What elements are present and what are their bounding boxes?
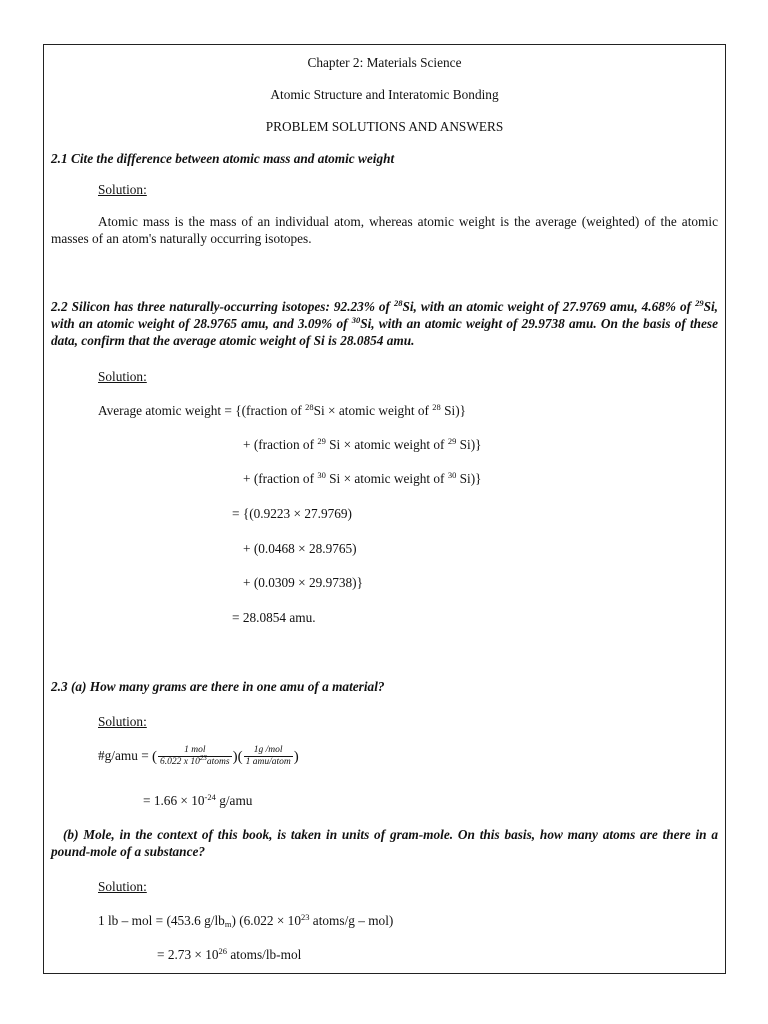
fraction: $\frac{\text{1 mol}}{6.022 x 10^{23}atoms}$ bbox=[160, 745, 230, 768]
chapter-title: Chapter 2: Materials Science bbox=[307, 55, 462, 70]
equation-line: Average atomic weight = {(fraction of $^{28}$Si × atomic weight of $^{28}$ Si)} bbox=[98, 402, 467, 418]
equation-result: = 28.0854 amu. bbox=[232, 610, 316, 625]
question-2-2: 2.2 Silicon has three naturally-occurring isotopes: 92.23% of $^{28}$Si, with an atomic weight of 27.9769 amu, 4.68% of $^{29}$Si, with an atomic weight of 28.9765 amu, and 3.09% of $^{30}$Si, with an atomic weight of 29.9738 amu. On the basis of these data, confirm that the average atomic weight of Si is 28.0854 amu. bbox=[51, 298, 719, 348]
equation-result: = $1.66 \times 10^{-24}$ g/amu bbox=[143, 792, 253, 808]
equation-grams-per-amu: #g/amu = ( $\frac{\text{1 mol}}{6.022 x 10^{23}atoms}$ )( $\frac{\text{1g /mol}}{\text{1 amu/atom}}$ ) bbox=[98, 745, 299, 768]
question-2-1: 2.1 Cite the difference between atomic mass and atomic weight bbox=[51, 151, 395, 166]
equation-line: + (0.0309 × 29.9738)} bbox=[243, 575, 363, 590]
solution-label: Solution: bbox=[98, 182, 147, 197]
equation-pound-mole: 1 lb – mol = (453.6 $g/lb_m$) ($6.022 \times 10^{23}$ atoms/g – mol) bbox=[98, 912, 394, 929]
fraction: $\frac{\text{1g /mol}}{\text{1 amu/atom}}$ bbox=[245, 745, 291, 768]
question-2-3a: 2.3 (a) How many grams are there in one amu of a material? bbox=[51, 679, 385, 694]
equation-line: + (0.0468 × 28.9765) bbox=[243, 541, 357, 556]
equation-line: + (fraction of $^{29}$ Si × atomic weight of $^{29}$ Si)} bbox=[243, 436, 482, 452]
solution-label: Solution: bbox=[98, 879, 147, 894]
equation-result: = $2.73 \times 10^{26}$ atoms/lb-mol bbox=[157, 946, 302, 962]
solution-label: Solution: bbox=[98, 714, 147, 729]
equation-line: = {(0.9223 × 27.9769) bbox=[232, 506, 352, 521]
solution-label: Solution: bbox=[98, 369, 147, 384]
answer-2-1: Atomic mass is the mass of an individual atom, whereas atomic weight is the average (weighted) of the atomic masses of an atom's naturally occurring isotopes. bbox=[51, 214, 718, 246]
chapter-subtitle: Atomic Structure and Interatomic Bonding bbox=[270, 87, 499, 102]
equation-line: + (fraction of $^{30}$ Si × atomic weight of $^{30}$ Si)} bbox=[243, 470, 482, 486]
question-2-3b: (b) Mole, in the context of this book, is taken in units of gram-mole. On this basis, how many atoms are there in a pound-mole of a substance? bbox=[51, 827, 718, 859]
section-heading: PROBLEM SOLUTIONS AND ANSWERS bbox=[265, 119, 504, 134]
